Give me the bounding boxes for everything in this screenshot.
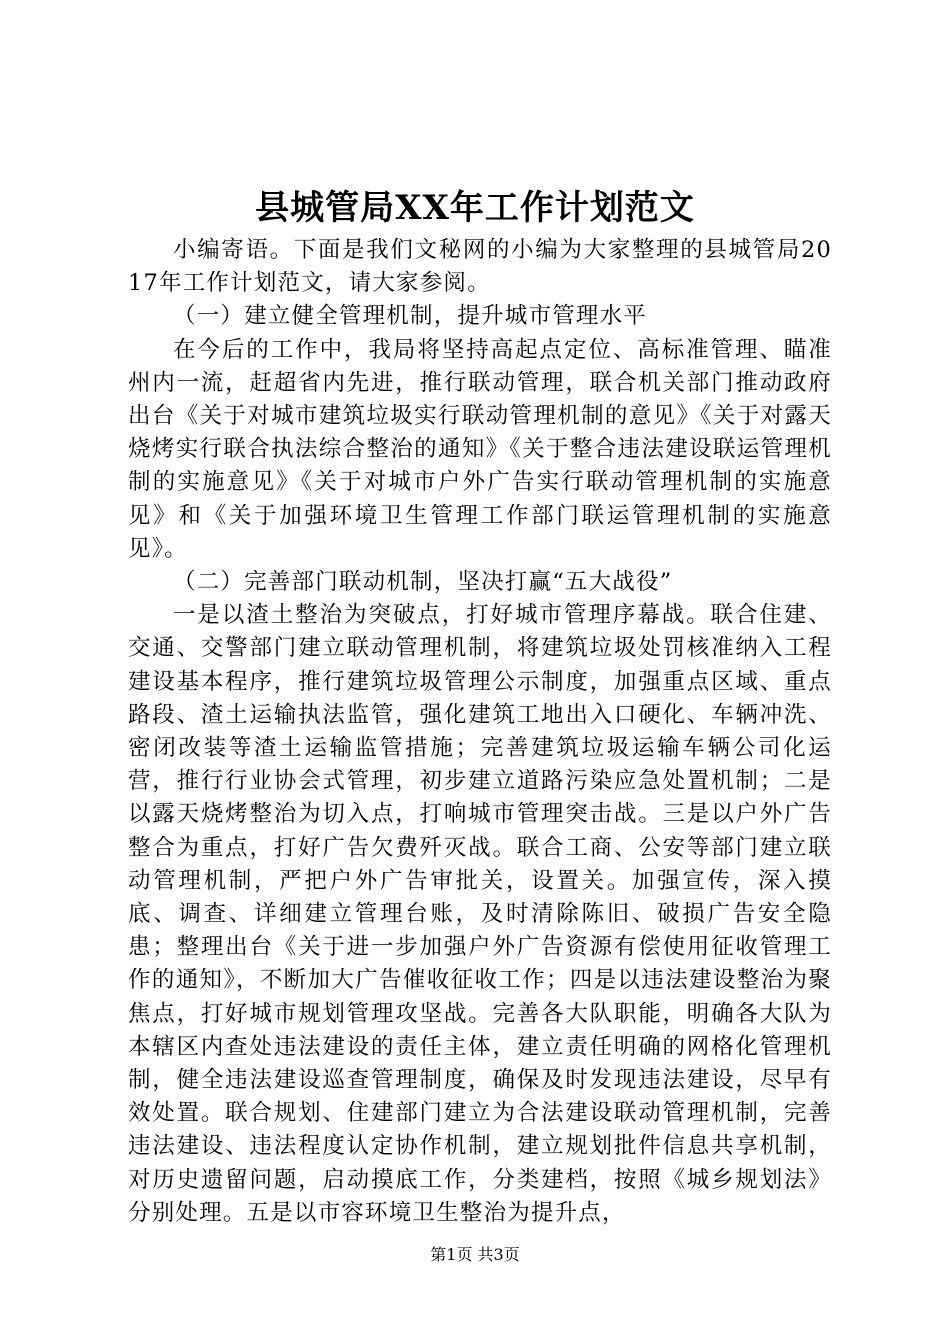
intro-paragraph: 小编寄语。下面是我们文秘网的小编为大家整理的县城管局2017年工作计划范文，请大家参阅。 xyxy=(128,237,832,297)
page-number-footer: 第1页 共3页 xyxy=(430,1245,520,1264)
body-paragraph: 一是以渣土整治为突破点，打好城市管理序幕战。联合住建、交通、交警部门建立联动管理机制，将建筑垃圾处罚核准纳入工程建设基本程序，推行建筑垃圾管理公示制度，加强重点区域、重点路段、渣土运输执法监管，强化建筑工地出入口硬化、车辆冲洗、密闭改装等渣土运输监管措施；完善建筑垃圾运输车辆公司化运营，推行行业协会式管理，初步建立道路污染应急处置机制；二是以露天烧烤整治为切入点，打响城市管理突击战。三是以户外广告整合为重点，打好广告欠费歼灭战。联合工商、公安等部门建立联动管理机制，严把户外广告审批关，设置关。加强宣传，深入摸底、调查、详细建立管理台账，及时清除陈旧、破损广告安全隐患；整理出台《关于进一步加强户外广告资源有偿使用征收管理工作的通知》，不断加大广告催收征收工作；四是以违法建设整治为聚焦点，打好城市规划管理攻坚战。完善各大队职能，明确各大队为本辖区内查处违法建设的责任主体，建立责任明确的网格化管理机制，健全违法建设巡查管理制度，确保及时发现违法建设，尽早有效处置。联合规划、住建部门建立为合法建设联动管理机制，完善违法建设、违法程度认定协作机制，建立规划批件信息共享机制，对历史遗留问题，启动摸底工作，分类建档，按照《城乡规划法》分别处理。五是以市容环境卫生整治为提升点， xyxy=(128,602,832,1226)
body-paragraph: 在今后的工作中，我局将坚持高起点定位、高标准管理、瞄准州内一流，赶超省内先进，推行联动管理，联合机关部门推动政府出台《关于对城市建筑垃圾实行联动管理机制的意见》《关于对露天烧烤实行联合执法综合整治的通知》《关于整合违法建设联运管理机制的实施意见》《关于对城市户外广告实行联动管理机制的实施意见》和《关于加强环境卫生管理工作部门联运管理机制的实施意见》。 xyxy=(128,336,832,562)
document-body xyxy=(128,234,832,1230)
section-heading-1: （一）建立健全管理机制，提升城市管理水平 xyxy=(173,303,648,330)
section-heading-2: （二）完善部门联动机制，坚决打赢“五大战役” xyxy=(173,569,673,596)
document-title: 县城管局XX年工作计划范文 xyxy=(255,188,695,228)
